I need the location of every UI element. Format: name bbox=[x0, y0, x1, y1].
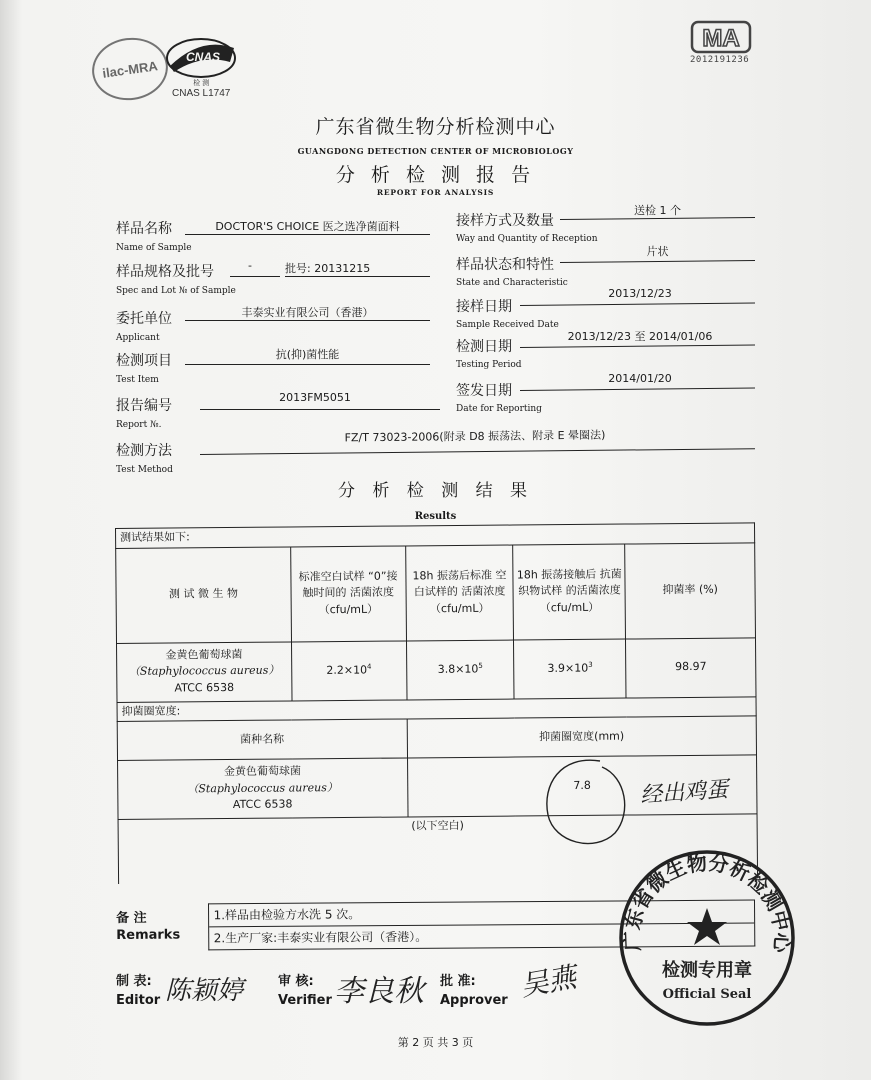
underline bbox=[185, 234, 430, 235]
seal-center-text: 检测专用章 bbox=[662, 960, 752, 981]
remarks-label bbox=[115, 904, 209, 951]
sample-name-value: DOCTOR'S CHOICE 医之选净菌面料 bbox=[215, 220, 400, 233]
cma-logo bbox=[690, 20, 752, 54]
field-test-item bbox=[116, 350, 172, 385]
seal-star-icon bbox=[687, 908, 727, 945]
field-applicant bbox=[116, 308, 172, 343]
microbe-latin: （Staphylococcus aureus） bbox=[128, 663, 280, 679]
halo-header-row bbox=[117, 716, 756, 761]
results-header-row bbox=[116, 542, 756, 643]
verifier-label bbox=[278, 970, 332, 1008]
cma-logo-text: MA bbox=[702, 25, 740, 52]
field-label: 检测项目 bbox=[116, 353, 172, 369]
field-report-no bbox=[116, 395, 172, 430]
official-seal bbox=[612, 838, 802, 1028]
blank18-value bbox=[406, 640, 514, 700]
seal-ring-path-text: 广东省微生物分析检测中心 bbox=[619, 850, 795, 954]
report-title-en: REPORT FOR ANALYSIS bbox=[376, 188, 495, 197]
underline bbox=[185, 320, 430, 321]
field-spec-lot bbox=[116, 261, 236, 296]
cnas-caption bbox=[172, 79, 230, 99]
field-label: 样品状态和特性 bbox=[456, 257, 554, 273]
anti18-base: 3.9×10 bbox=[547, 661, 589, 675]
results-data-row bbox=[117, 637, 756, 702]
remark-item: 2.生产厂家:丰泰实业有限公司（香港）。 bbox=[213, 929, 428, 946]
cnas-logo-text: CNAS bbox=[186, 50, 221, 64]
field-label-en: Test Item bbox=[116, 375, 159, 385]
org-title-en: GUANGDONG DETECTION CENTER OF MICROBIOLOGY bbox=[297, 146, 574, 156]
field-label: 检测日期 bbox=[456, 339, 512, 355]
editor-label-en: Editor bbox=[116, 993, 161, 1008]
results-title-en: Results bbox=[414, 511, 457, 522]
anti18-value bbox=[514, 639, 626, 699]
anti18-exp: 3 bbox=[588, 660, 593, 669]
field-label-en: Report №. bbox=[116, 420, 162, 430]
field-label-en: Sample Received Date bbox=[456, 320, 559, 330]
microbe-cn: 金黄色葡萄球菌 bbox=[165, 647, 243, 662]
testing-period-value: 2013/12/23 至 2014/01/06 bbox=[567, 330, 713, 343]
test-item-value: 抗(抑)菌性能 bbox=[275, 348, 340, 361]
test-method-value: FZ/T 73023-2006(附录 D8 振荡法、附录 E 晕圈法) bbox=[344, 428, 606, 445]
editor-label bbox=[116, 970, 160, 1008]
header-anti18: 18h 振荡接触后 抗菌织物试样 的活菌浓度 （cfu/mL） bbox=[513, 544, 626, 640]
seal-en-text: Official Seal bbox=[662, 987, 752, 1002]
microbe-atcc: ATCC 6538 bbox=[174, 680, 235, 695]
report-no-value: 2013FM5051 bbox=[279, 391, 351, 404]
underline bbox=[185, 364, 430, 365]
report-title-cn: 分 析 检 测 报 告 bbox=[335, 164, 536, 186]
field-test-method bbox=[116, 440, 173, 475]
page-number: 第 2 页 共 3 页 bbox=[397, 1036, 474, 1049]
field-label-en: Date for Reporting bbox=[456, 404, 542, 414]
field-label: 签发日期 bbox=[456, 383, 512, 399]
cnas-code: CNAS L1747 bbox=[172, 88, 231, 99]
verifier-signature: 李良秋 bbox=[334, 974, 424, 1009]
approver-signature: 吴燕 bbox=[517, 960, 579, 1003]
remark-item: 1.样品由检验方水洗 5 次。 bbox=[209, 901, 754, 928]
halo-microbe-cn: 金黄色葡萄球菌 bbox=[223, 764, 301, 779]
editor-label-cn: 制 表: bbox=[116, 974, 152, 989]
field-label: 报告编号 bbox=[116, 398, 172, 414]
approver-label-en: Approver bbox=[440, 993, 508, 1008]
halo-microbe-cell bbox=[118, 758, 408, 820]
blank0-base: 2.2×10 bbox=[326, 663, 368, 677]
blank0-exp: 4 bbox=[366, 662, 372, 671]
underline bbox=[230, 276, 280, 277]
report-date-value: 2014/01/20 bbox=[608, 372, 672, 385]
section2-label: 抑菌圈宽度: bbox=[117, 696, 756, 721]
editor-signature: 陈颖婷 bbox=[165, 976, 244, 1006]
applicant-value: 丰泰实业有限公司（香港） bbox=[241, 306, 374, 319]
header-blank18: 18h 振荡后标准 空白试样的 活菌浓度 （cfu/mL） bbox=[405, 545, 514, 641]
field-label: 样品规格及批号 bbox=[116, 264, 214, 280]
blank18-base: 3.8×10 bbox=[437, 662, 479, 676]
blank18-exp: 5 bbox=[478, 661, 483, 670]
field-label: 检测方法 bbox=[116, 443, 172, 459]
field-label: 接样日期 bbox=[456, 299, 512, 315]
underline bbox=[285, 276, 430, 277]
field-report-date bbox=[456, 380, 542, 414]
halo-header-name: 菌种名称 bbox=[117, 719, 407, 761]
field-label: 样品名称 bbox=[116, 221, 172, 237]
halo-microbe-latin: （Staphylococcus aureus） bbox=[187, 780, 338, 796]
field-label: 委托单位 bbox=[116, 311, 172, 327]
header-blank0: 标准空白试样 “0”接 触时间的 活菌浓度 （cfu/mL） bbox=[290, 545, 406, 641]
state-value: 片状 bbox=[646, 245, 669, 258]
field-label-en: Testing Period bbox=[456, 360, 522, 370]
verifier-label-cn: 审 核: bbox=[278, 974, 314, 989]
reception-value: 送检 1 个 bbox=[634, 204, 681, 217]
field-label-en: Way and Quantity of Reception bbox=[456, 234, 598, 244]
org-title-cn: 广东省微生物分析检测中心 bbox=[315, 116, 556, 138]
verifier-label-en: Verifier bbox=[278, 993, 332, 1008]
remarks-label-cn: 备 注 bbox=[116, 910, 147, 926]
field-state bbox=[456, 254, 568, 288]
underline bbox=[200, 409, 440, 410]
field-received-date bbox=[456, 296, 559, 330]
halo-microbe-atcc: ATCC 6538 bbox=[232, 797, 293, 812]
field-label-en: Test Method bbox=[116, 465, 173, 475]
lot-value: 批号: 20131215 bbox=[285, 262, 371, 275]
results-title-cn: 分 析 检 测 结 果 bbox=[337, 481, 534, 501]
field-label-en: State and Characteristic bbox=[456, 278, 568, 288]
header-rate: 抑菌率 (%) bbox=[625, 542, 756, 638]
microbe-cell bbox=[117, 641, 292, 702]
field-label-en: Spec and Lot № of Sample bbox=[116, 286, 236, 296]
field-sample-name bbox=[116, 218, 192, 253]
approver-label bbox=[440, 970, 508, 1008]
field-label: 接样方式及数量 bbox=[456, 213, 554, 229]
field-label-en: Name of Sample bbox=[116, 243, 192, 253]
seal-ring-text bbox=[620, 850, 795, 954]
ilac-mra-text: ilac-MRA bbox=[101, 57, 159, 81]
blank0-value bbox=[291, 640, 406, 700]
rate-value: 98.97 bbox=[626, 637, 756, 697]
spec-value: - bbox=[248, 259, 252, 272]
halo-header-width: 抑菌圈宽度(mm) bbox=[407, 716, 757, 758]
blank-note: (以下空白) bbox=[118, 814, 758, 884]
header-microbe: 测 试 微 生 物 bbox=[116, 546, 292, 643]
cnas-sub-label: 检 测 bbox=[193, 80, 210, 87]
received-date-value: 2013/12/23 bbox=[608, 287, 672, 300]
approver-label-cn: 批 准: bbox=[440, 974, 476, 989]
field-testing-period bbox=[456, 336, 522, 370]
remarks-label-en: Remarks bbox=[116, 927, 181, 943]
cma-number: 2012191236 bbox=[690, 55, 750, 65]
handwritten-note: 经出鸡蛋 bbox=[639, 777, 729, 809]
cnas-logo bbox=[164, 36, 238, 82]
halo-width-value: 7.8 bbox=[407, 755, 757, 817]
field-label-en: Applicant bbox=[116, 333, 160, 343]
results-table bbox=[115, 522, 758, 884]
section1-label: 测试结果如下: bbox=[116, 523, 755, 548]
